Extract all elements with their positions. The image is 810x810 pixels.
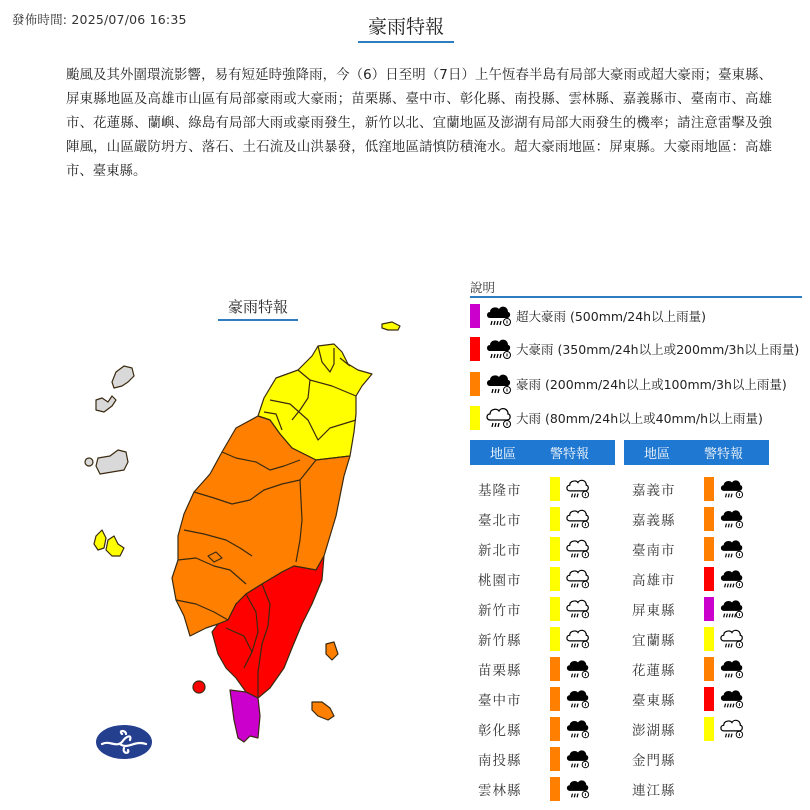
legend-divider [470, 296, 802, 298]
warning-level-swatch [550, 657, 560, 681]
table-header-left [470, 440, 615, 465]
region-name: 新北市 [478, 543, 522, 559]
warning-level-swatch [550, 537, 560, 561]
orchid-island [312, 702, 334, 720]
table-row [470, 626, 610, 652]
region-name: 嘉義市 [632, 483, 676, 499]
legend-item-extremely-torrential [470, 304, 706, 328]
region-name: 屏東縣 [632, 603, 676, 619]
column-header-region: 地區 [644, 447, 671, 462]
pengjia-islet [382, 322, 400, 330]
heavy-rain-cloud-icon [720, 567, 744, 591]
rain-cloud-filled-icon [720, 507, 744, 531]
warning-level-swatch [704, 687, 714, 711]
column-header-warning: 警特報 [704, 447, 744, 462]
warning-level-swatch [704, 717, 714, 741]
warning-description: 颱風及其外圍環流影響，易有短延時強降雨，今（6）日至明（7日）上午恆春半島有局部大豪雨或超大豪雨；臺東縣、屏東縣地區及高雄市山區有局部豪雨或大豪雨；苗栗縣、臺中市、彰化縣、南投縣、雲林縣、嘉義縣市、臺南市、高雄市、花蓮縣、蘭嶼、綠島有局部大雨或豪雨發生，新竹以北、宜蘭地區及澎湖有局部大雨發生的機率；請注意雷擊及強陣風，山區嚴防坍方、落石、土石流及山洪暴發，低窪地區請慎防積淹水。超大豪雨地區：屏東縣。大豪雨地區：高雄市、臺東縣。 [66, 68, 772, 179]
region-name: 高雄市 [632, 573, 676, 589]
region-name: 彰化縣 [478, 723, 522, 739]
rain-cloud-outline-icon [566, 597, 590, 621]
table-row [624, 746, 764, 772]
legend-label: 超大豪雨 (500mm/24h以上雨量) [516, 309, 706, 324]
cwa-logo [96, 725, 152, 759]
rain-cloud-filled-icon [566, 717, 590, 741]
kinmen-island [96, 450, 128, 474]
warning-level-swatch [550, 747, 560, 771]
region-name: 新竹縣 [478, 633, 522, 649]
table-row [470, 776, 610, 802]
rain-cloud-filled-icon [720, 537, 744, 561]
warning-level-swatch [550, 567, 560, 591]
liuqiu-islet [193, 681, 205, 693]
rain-cloud-outline-icon [720, 627, 744, 651]
region-name: 臺南市 [632, 543, 676, 559]
rain-cloud-filled-icon [486, 372, 512, 396]
rain-cloud-filled-icon [566, 747, 590, 771]
table-row [624, 476, 764, 502]
table-row [470, 686, 610, 712]
table-row [470, 716, 610, 742]
lienchiang-island-2 [96, 396, 116, 412]
warning-level-swatch [704, 537, 714, 561]
rain-cloud-filled-icon [566, 657, 590, 681]
warning-level-swatch [550, 477, 560, 501]
rain-cloud-filled-icon [566, 687, 590, 711]
warning-level-swatch [550, 507, 560, 531]
heavy-rain-cloud-icon [720, 597, 744, 621]
region-name: 嘉義縣 [632, 513, 676, 529]
legend-swatch [470, 372, 480, 396]
map-title: 豪雨特報 [218, 296, 298, 321]
region-hengchun-purple [230, 690, 260, 742]
legend-title: 說明 [470, 280, 496, 295]
region-name: 金門縣 [632, 753, 676, 769]
rain-cloud-outline-icon [486, 406, 512, 430]
rain-cloud-outline-icon [566, 537, 590, 561]
green-island [326, 642, 338, 660]
warning-level-swatch [550, 627, 560, 651]
table-row [624, 626, 764, 652]
legend-item-heavy [470, 406, 763, 430]
column-header-region: 地區 [490, 447, 517, 462]
table-row [470, 656, 610, 682]
legend-label: 大豪雨 (350mm/24h以上或200mm/3h以上雨量) [516, 342, 800, 357]
region-name: 臺東縣 [632, 693, 676, 709]
penghu-island [94, 530, 124, 556]
rain-cloud-outline-icon [566, 567, 590, 591]
table-row [470, 746, 610, 772]
heavy-rain-cloud-icon [720, 687, 744, 711]
table-row [470, 566, 610, 592]
rain-cloud-filled-icon [566, 777, 590, 801]
table-row [624, 776, 764, 802]
legend-swatch [470, 406, 480, 430]
table-row [470, 506, 610, 532]
table-row [624, 686, 764, 712]
table-row [624, 566, 764, 592]
region-name: 雲林縣 [478, 783, 522, 799]
kinmen-islet [85, 458, 93, 466]
legend-label: 大雨 (80mm/24h以上或40mm/h以上雨量) [516, 411, 763, 426]
table-row [624, 506, 764, 532]
rain-cloud-filled-icon [720, 657, 744, 681]
warning-level-swatch [704, 657, 714, 681]
page-title: 豪雨特報 [358, 12, 454, 43]
heavy-rain-cloud-icon [486, 304, 512, 328]
table-row [624, 656, 764, 682]
issue-time: 發佈時間: 2025/07/06 16:35 [12, 12, 187, 27]
taiwan-map-svg [70, 280, 450, 760]
rain-cloud-outline-icon [566, 507, 590, 531]
region-name: 桃園市 [478, 573, 522, 589]
table-row [624, 596, 764, 622]
region-name: 澎湖縣 [632, 723, 676, 739]
region-name: 臺北市 [478, 513, 522, 529]
region-name: 基隆市 [478, 483, 522, 499]
table-row [470, 476, 610, 502]
region-name: 臺中市 [478, 693, 522, 709]
table-row [624, 536, 764, 562]
warning-level-swatch [704, 477, 714, 501]
taiwan-warning-map [70, 280, 450, 760]
rain-cloud-outline-icon [720, 717, 744, 741]
table-row [470, 536, 610, 562]
legend-item-very-torrential [470, 337, 799, 361]
column-header-warning: 警特報 [550, 447, 590, 462]
table-row [470, 596, 610, 622]
region-name: 花蓮縣 [632, 663, 676, 679]
region-name: 苗栗縣 [478, 663, 522, 679]
warning-level-swatch [704, 597, 714, 621]
legend-swatch [470, 304, 480, 328]
heavy-rain-cloud-icon [486, 337, 512, 361]
warning-level-swatch [704, 567, 714, 591]
region-name: 新竹市 [478, 603, 522, 619]
warning-level-swatch [704, 507, 714, 531]
region-name: 南投縣 [478, 753, 522, 769]
warning-level-swatch [704, 627, 714, 651]
rain-cloud-outline-icon [566, 477, 590, 501]
warning-level-swatch [550, 597, 560, 621]
region-name: 連江縣 [632, 783, 676, 799]
table-header-right [624, 440, 769, 465]
table-row [624, 716, 764, 742]
rain-cloud-outline-icon [566, 627, 590, 651]
legend-label: 豪雨 (200mm/24h以上或100mm/3h以上雨量) [516, 377, 787, 392]
region-name: 宜蘭縣 [632, 633, 676, 649]
warning-level-swatch [550, 717, 560, 741]
legend-item-torrential [470, 372, 787, 396]
rain-cloud-filled-icon [720, 477, 744, 501]
legend-swatch [470, 337, 480, 361]
warning-level-swatch [550, 687, 560, 711]
warning-level-swatch [550, 777, 560, 801]
lienchiang-island-1 [112, 366, 134, 388]
